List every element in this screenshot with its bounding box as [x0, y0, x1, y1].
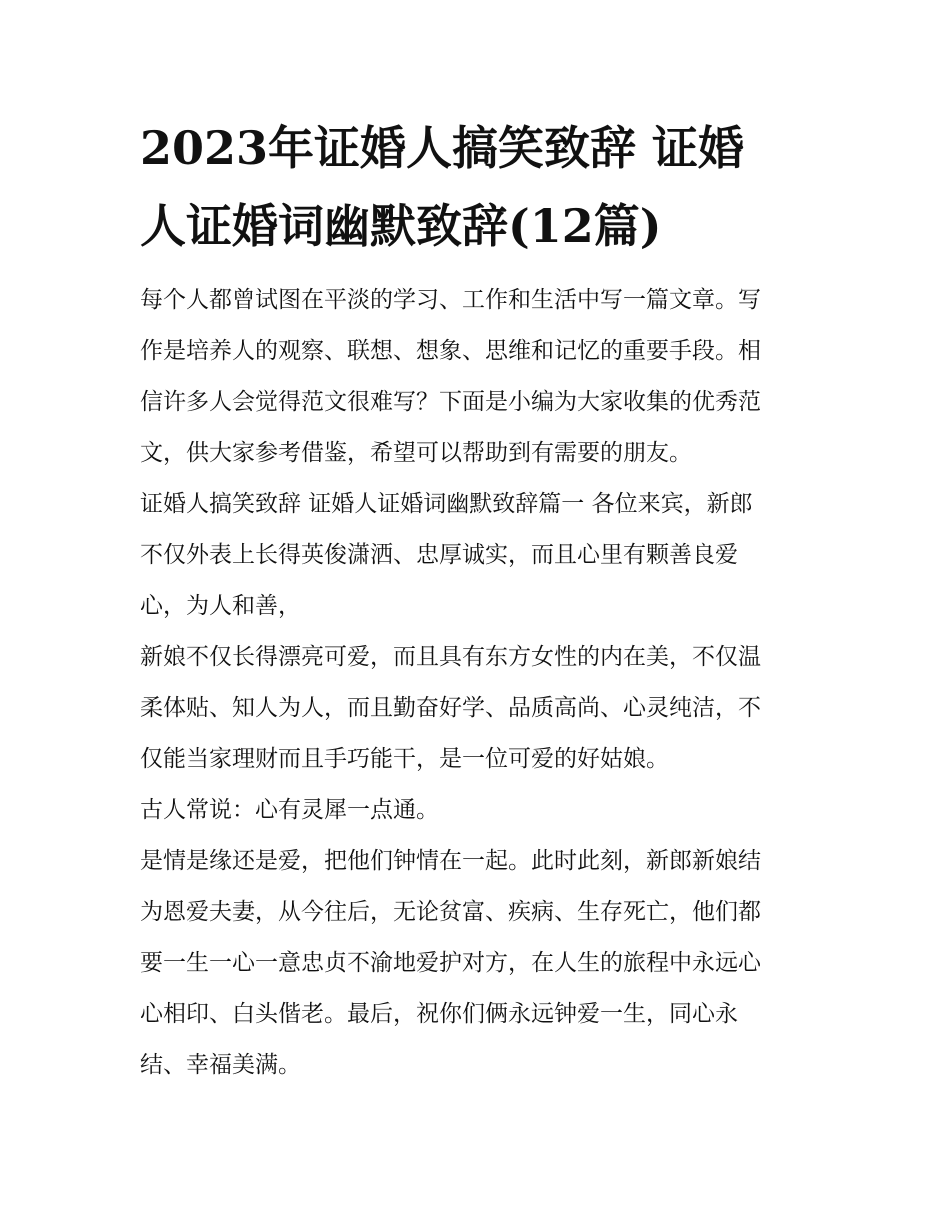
body-line-1: 每个人都曾试图在平淡的学习、工作和生活中写一篇文章。写: [140, 287, 761, 313]
body-line-2: 作是培养人的观察、联想、想象、思维和记忆的重要手段。相: [140, 338, 761, 364]
body-line-11: 古人常说：心有灵犀一点通。: [140, 797, 439, 823]
body-line-4: 文，供大家参考借鉴，希望可以帮助到有需要的朋友。: [140, 440, 692, 466]
body-line-13: 为恩爱夫妻，从今往后，无论贫富、疾病、生存死亡，他们都: [140, 899, 761, 925]
body-line-15: 心相印、白头偕老。最后，祝你们俩永远钟爱一生，同心永: [140, 1001, 738, 1027]
body-line-8: 新娘不仅长得漂亮可爱，而且具有东方女性的内在美，不仅温: [140, 644, 761, 670]
body-line-3: 信许多人会觉得范文很难写？下面是小编为大家收集的优秀范: [140, 389, 761, 415]
body-line-12: 是情是缘还是爱，把他们钟情在一起。此时此刻，新郎新娘结: [140, 848, 761, 874]
body-line-10: 仅能当家理财而且手巧能干，是一位可爱的好姑娘。: [140, 746, 669, 772]
body-line-9: 柔体贴、知人为人，而且勤奋好学、品质高尚、心灵纯洁，不: [140, 695, 761, 721]
document-title-line-2: 人证婚词幽默致辞(12篇): [140, 199, 662, 253]
body-line-16: 结、幸福美满。: [140, 1052, 301, 1078]
body-line-14: 要一生一心一意忠贞不渝地爱护对方，在人生的旅程中永远心: [140, 950, 761, 976]
body-line-7: 心，为人和善，: [140, 593, 301, 619]
body-line-6: 不仅外表上长得英俊潇洒、忠厚诚实，而且心里有颗善良爱: [140, 542, 738, 568]
document-title-line-1: 2023年证婚人搞笑致辞 证婚: [140, 121, 745, 175]
body-line-5: 证婚人搞笑致辞 证婚人证婚词幽默致辞篇一 各位来宾，新郎: [140, 491, 753, 517]
